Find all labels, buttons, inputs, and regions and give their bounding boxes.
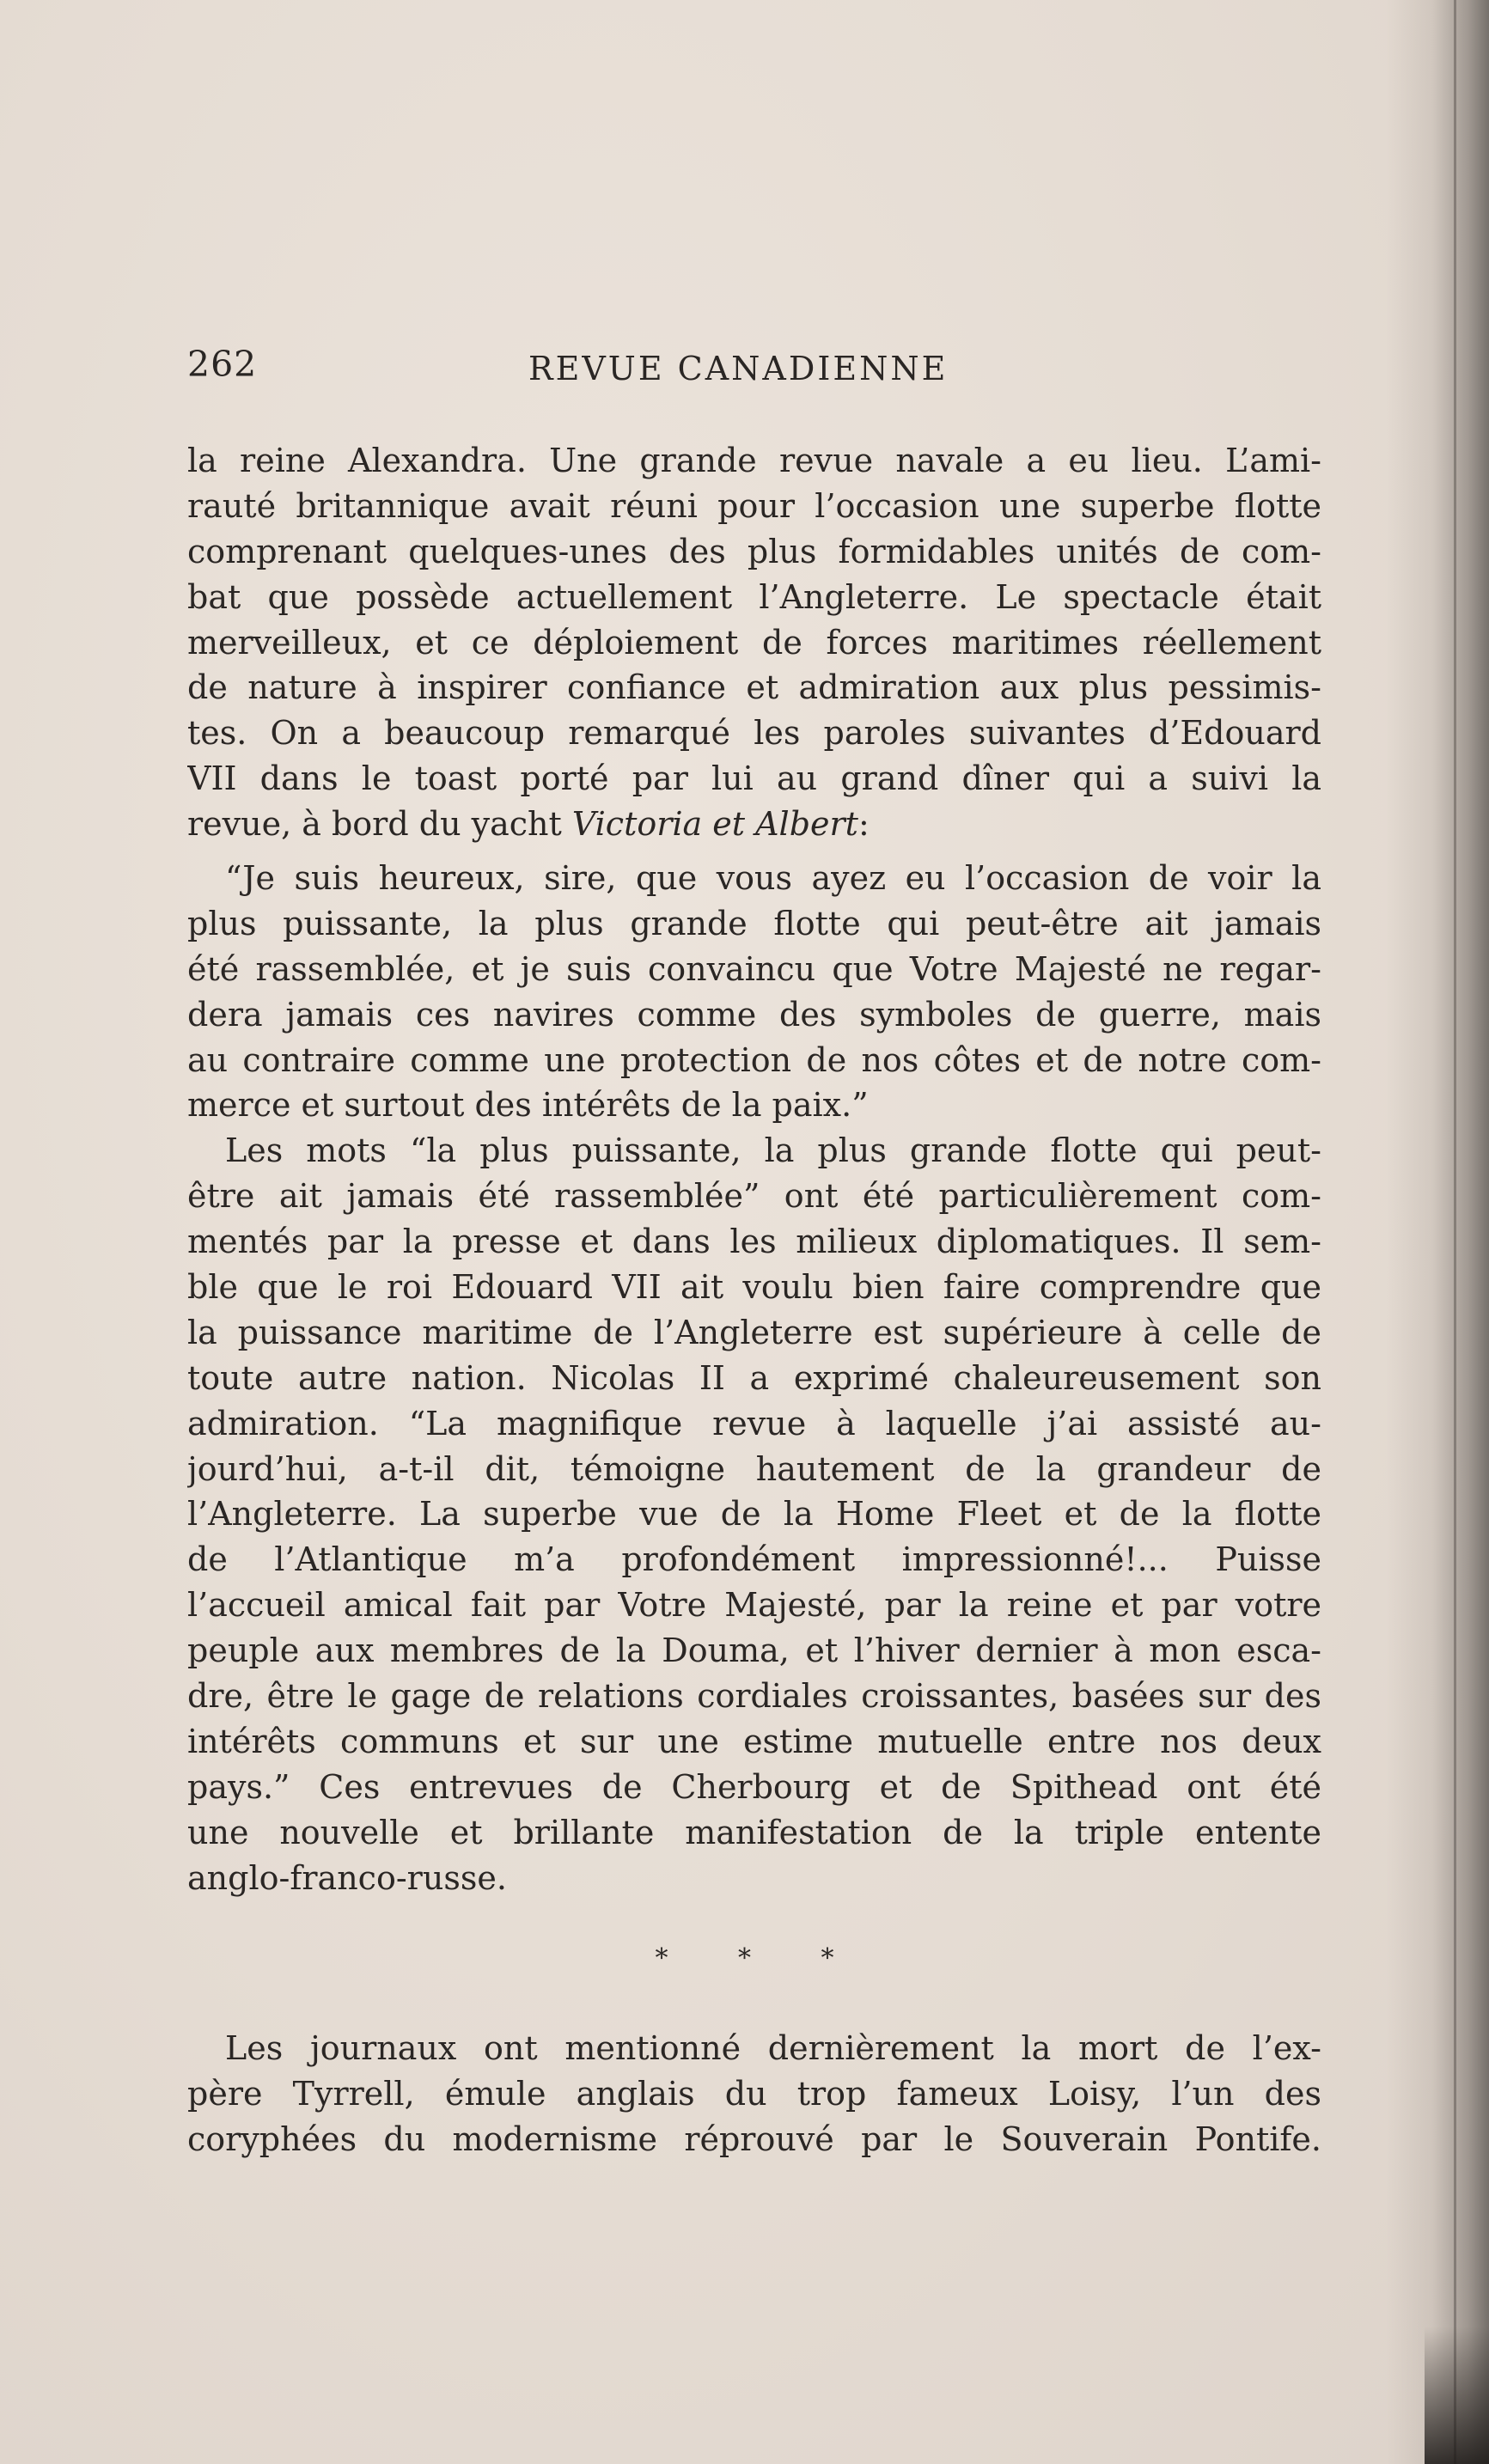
quote-line: été rassemblée, et je suis convaincu que Votre Majesté ne regar- — [187, 949, 1321, 988]
corner-shadow — [1425, 2327, 1489, 2464]
quote-line: merce et surtout des intérêts de la paix.” — [187, 1086, 869, 1125]
page-edge — [1454, 0, 1456, 2464]
text-line — [187, 802, 1321, 847]
text-line: VII dans le toast porté par lui au grand dîner qui a suivi la — [187, 759, 1321, 798]
text-line: admiration. “La magnifique revue à laquelle j’ai assisté au- — [187, 1404, 1321, 1442]
text-line: une nouvelle et brillante manifestation de la triple entente — [187, 1813, 1321, 1851]
text-line: être ait jamais été rassemblée” ont été particulièrement com- — [187, 1177, 1321, 1216]
main-text — [187, 438, 1321, 1901]
text-line: ble que le roi Edouard VII ait voulu bien faire comprendre que — [187, 1268, 1321, 1307]
text-line: la reine Alexandra. Une grande revue navale a eu lieu. L’ami- — [187, 442, 1321, 479]
quote-line: dera jamais ces navires comme des symboles de guerre, mais — [187, 995, 1321, 1034]
quote-line: plus puissante, la plus grande flotte qui peut-être ait jamais — [187, 904, 1321, 942]
page-header — [187, 344, 1321, 395]
binding-shadow — [1386, 0, 1489, 2464]
yacht-name: Victoria et Albert — [571, 805, 858, 844]
quote-line: au contraire comme une protection de nos côtes et de notre com- — [187, 1040, 1321, 1079]
text-line: dre, être le gage de relations cordiales croissantes, basées sur des — [187, 1677, 1321, 1716]
text-line: pays.” Ces entrevues de Cherbourg et de Spithead ont été — [187, 1767, 1321, 1806]
text-line: de l’Atlantique m’a profondément impressionné!... Puisse — [187, 1540, 1321, 1579]
text-line: l’Angleterre. La superbe vue de la Home Fleet et de la flotte — [187, 1495, 1321, 1534]
text-line: intérêts communs et sur une estime mutuelle entre nos deux — [187, 1722, 1321, 1760]
text-line: de nature à inspirer confiance et admiration aux plus pessimis- — [187, 668, 1321, 707]
quote-line: “Je suis heureux, sire, que vous ayez eu l’occasion de voir la — [225, 859, 1321, 898]
text-segment: revue, à bord du yacht — [187, 805, 572, 844]
text-line: coryphées du modernisme réprouvé par le Souverain Pontife. — [187, 2119, 1321, 2158]
text-segment: : — [857, 805, 870, 844]
text-line: mentés par la presse et dans les milieux diplomatiques. Il sem- — [187, 1223, 1321, 1261]
text-line: tes. On a beaucoup remarqué les paroles suivantes d’Edouard — [187, 714, 1321, 753]
text-line: anglo-franco-russe. — [187, 1858, 507, 1897]
text-line: toute autre nation. Nicolas II a exprimé chaleureusement son — [187, 1358, 1321, 1397]
text-line: père Tyrrell, émule anglais du trop fameux Loisy, l’un des — [187, 2074, 1321, 2113]
text-line: jourd’hui, a-t-il dit, témoigne hautement de la grandeur de — [187, 1449, 1321, 1488]
text-line: merveilleux, et ce déploiement de forces maritimes réellement — [187, 623, 1321, 662]
text-line: bat que possède actuellement l’Angleterre. Le spectacle était — [187, 577, 1321, 616]
text-line: comprenant quelques-unes des plus formidables unités de com- — [187, 532, 1321, 570]
text-line: Les journaux ont mentionné dernièrement la mort de l’ex- — [225, 2029, 1321, 2067]
section-separator: * * * — [655, 1943, 865, 1973]
running-title: REVUE CANADIENNE — [528, 350, 949, 387]
text-line: l’accueil amical fait par Votre Majesté, par la reine et par votre — [187, 1586, 1321, 1625]
next-section-text — [187, 2026, 1321, 2162]
text-line: Les mots “la plus puissante, la plus grande flotte qui peut- — [225, 1131, 1321, 1170]
page-number: 262 — [187, 344, 258, 385]
text-line: rauté britannique avait réuni pour l’occasion une superbe flotte — [187, 486, 1321, 525]
text-line: peuple aux membres de la Douma, et l’hiver dernier à mon esca- — [187, 1631, 1321, 1670]
text-line: la puissance maritime de l’Angleterre est supérieure à celle de — [187, 1313, 1321, 1351]
